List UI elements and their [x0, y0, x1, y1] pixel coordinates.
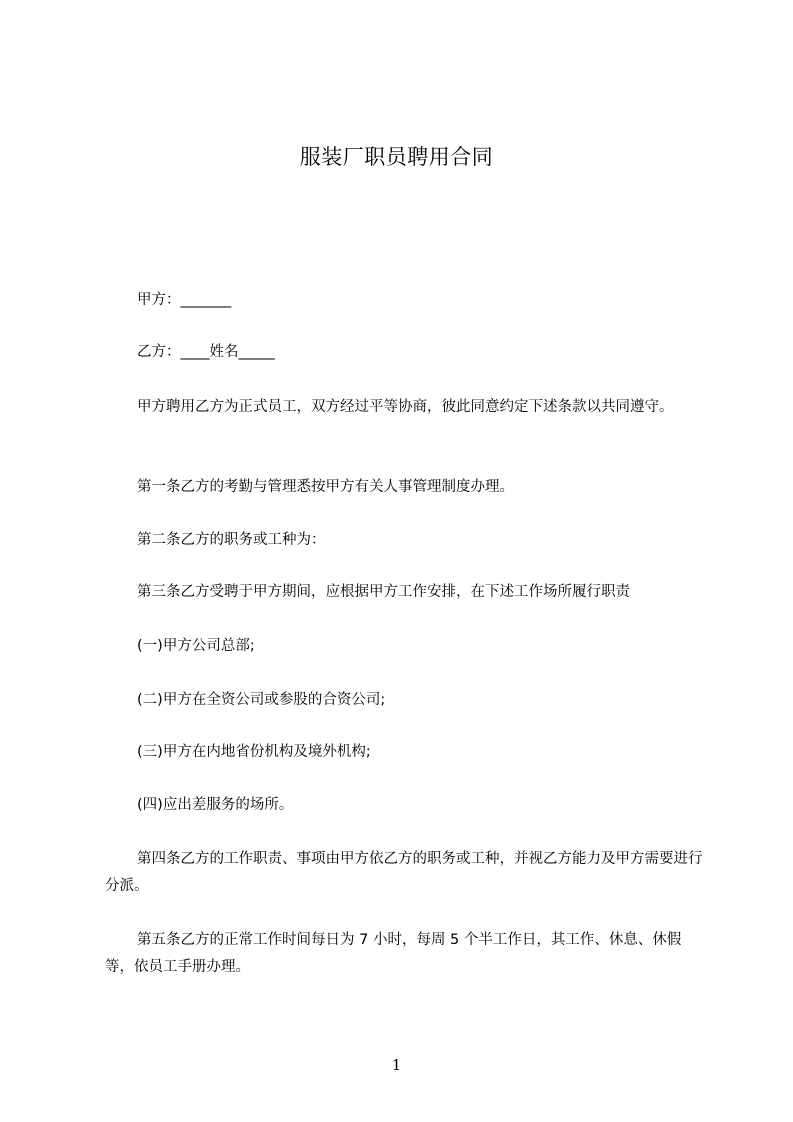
- party-a-line: 甲方：_______: [137, 292, 232, 308]
- page-number: 1: [391, 1056, 402, 1074]
- article-5: 第五条乙方的正常工作时间每日为 7 小时，每周 5 个半工作日，其工作、休息、休假等，依员工手册办理。: [105, 932, 682, 975]
- preamble-paragraph: 甲方聘用乙方为正式员工，双方经过平等协商，彼此同意约定下述条款以共同遵守。: [137, 399, 674, 415]
- article-2: 第二条乙方的职务或工种为：: [137, 532, 326, 548]
- article-3-item-3: (三)甲方在内地省份机构及境外机构;: [137, 744, 371, 760]
- article-4: 第四条乙方的工作职责、事项由甲方依乙方的职务或工种，并视乙方能力及甲方需要进行分派。: [105, 851, 703, 894]
- party-b-line: 乙方：____姓名_____: [137, 344, 275, 360]
- article-3-item-4: (四)应出差服务的场所。: [137, 797, 294, 813]
- article-1: 第一条乙方的考勤与管理悉按甲方有关人事管理制度办理。: [137, 479, 514, 495]
- article-3-item-2: (二)甲方在全资公司或参股的合资公司;: [137, 692, 386, 708]
- page-title: 服装厂职员聘用合同: [299, 145, 494, 169]
- article-3-item-1: (一)甲方公司总部;: [137, 638, 255, 654]
- article-3: 第三条乙方受聘于甲方期间，应根据甲方工作安排，在下述工作场所履行职责: [137, 584, 630, 600]
